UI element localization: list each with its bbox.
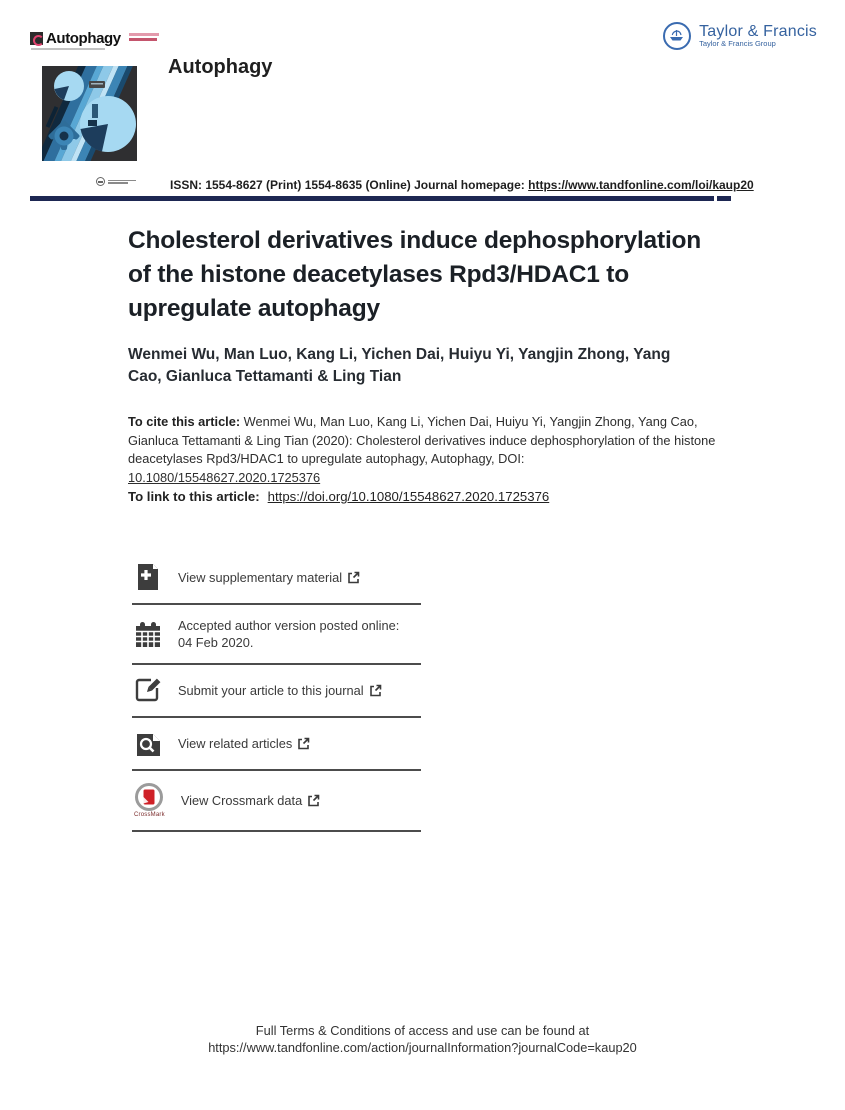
article-authors: Wenmei Wu, Man Luo, Kang Li, Yichen Dai, Huiyu Yi, Yangjin Zhong, Yang Cao, Gianluca Tettamanti & Ling Tian: [128, 346, 671, 385]
external-link-icon: [297, 737, 310, 750]
journal-mini-logo-title: Autophagy: [46, 30, 121, 47]
divider-bar-tick: [717, 196, 731, 201]
journal-homepage-link[interactable]: https://www.tandfonline.com/loi/kaup20: [528, 178, 754, 192]
terms-line: Full Terms & Conditions of access and use can be found at: [255, 1023, 590, 1038]
view-supplementary-row[interactable]: [132, 551, 421, 605]
taylor-francis-name: Taylor & Francis: [699, 22, 817, 40]
journal-cover-image: [42, 66, 137, 161]
action-label: Submit your article to this journal: [178, 682, 382, 699]
journal-mini-logo-icon: [30, 32, 43, 45]
view-crossmark-row[interactable]: [132, 771, 421, 832]
journal-volume-line: [31, 48, 105, 50]
view-related-row[interactable]: [132, 718, 421, 771]
tiny-taylor-francis-mark: [96, 177, 136, 186]
doi-url-link[interactable]: https://doi.org/10.1080/15548627.2020.1725376: [267, 489, 550, 504]
tiny-taylor-francis-icon: [96, 177, 105, 186]
supplementary-material-icon: [134, 563, 162, 591]
cite-text: Wenmei Wu, Man Luo, Kang Li, Yichen Dai, Huiyu Yi, Yangjin Zhong, Yang Cao, Gianluca Tettamanti & Ling Tian (2020): Cholesterol derivatives induce dephosphorylation of the histone deacetylases Rpd3/HDAC1 to upregulate autophagy, Autophagy, DOI:: [128, 414, 716, 466]
action-label: Accepted author version posted online: 04 Feb 2020.: [178, 618, 400, 650]
journal-title: Autophagy: [168, 56, 273, 78]
taylor-francis-group: Taylor & Francis Group: [699, 39, 776, 49]
action-label: View Crossmark data: [181, 792, 320, 809]
terms-footer: [0, 1023, 845, 1056]
accepted-version-row: [132, 605, 421, 665]
journal-mini-logo: [30, 30, 121, 47]
crossmark-caption: CrossMark: [134, 812, 165, 818]
external-link-icon: [347, 571, 360, 584]
submit-article-row[interactable]: [132, 665, 421, 718]
masthead-pink-note: [129, 33, 159, 43]
article-title: Cholesterol derivatives induce dephosphorylation of the histone deacetylases Rpd3/HDAC1 to upregulate autophagy: [128, 227, 702, 322]
taylor-francis-logo[interactable]: [663, 22, 817, 50]
doi-link[interactable]: 10.1080/15548627.2020.1725376: [128, 469, 321, 485]
link-label: To link to this article:: [128, 489, 260, 504]
action-label: View supplementary material: [178, 569, 360, 586]
external-link-icon: [307, 794, 320, 807]
taylor-francis-ship-icon: [663, 22, 691, 50]
related-articles-icon: [134, 730, 162, 757]
crossmark-icon: [134, 783, 165, 818]
divider-bar: [30, 196, 714, 201]
issn-text: ISSN: 1554-8627 (Print) 1554-8635 (Online) Journal homepage:: [170, 178, 529, 192]
article-link-line: [128, 489, 549, 504]
action-label: View related articles: [178, 735, 310, 752]
citation-paragraph: [128, 413, 718, 487]
calendar-icon: [134, 621, 162, 648]
cite-label: To cite this article:: [128, 414, 241, 429]
submit-article-icon: [134, 677, 162, 704]
external-link-icon: [369, 684, 382, 697]
issn-line: [170, 178, 754, 192]
action-list: [132, 551, 421, 832]
terms-url: https://www.tandfonline.com/action/journalInformation?journalCode=kaup20: [208, 1039, 637, 1055]
